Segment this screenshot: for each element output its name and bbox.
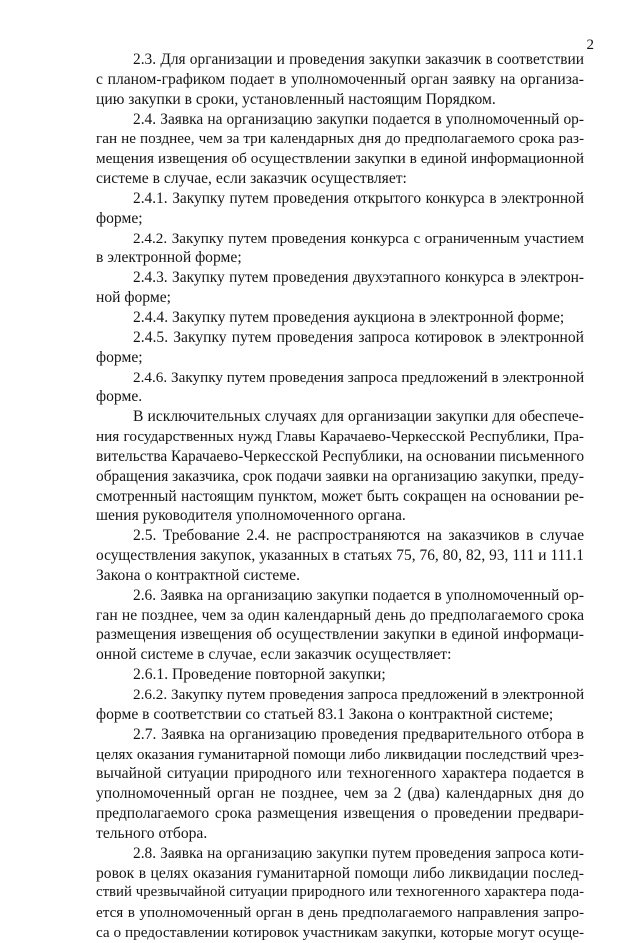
document-body: [96, 50, 584, 943]
text-line: 2.8. Заявка на организацию закупки путем проведения запроса коти-: [133, 844, 584, 862]
text-line: форме;: [96, 209, 143, 227]
text-line: 2.6. Заявка на организацию закупки подается в уполномоченный ор-: [133, 586, 584, 604]
text-line: 2.4.6. Закупку путем проведения запроса предложений в электронной: [133, 368, 585, 386]
text-line: 2.5. Требование 2.4. не распространяются на заказчиков в случае: [133, 527, 584, 545]
text-line: ной форме;: [96, 289, 171, 307]
text-line: 2.4.4. Закупку путем проведения аукциона в электронной форме;: [133, 308, 565, 326]
text-line: ния государственных нужд Главы Карачаево-Черкесской Республики, Пра-: [96, 428, 584, 446]
text-line: мещения извещения об осуществлении закупки в единой информационной: [96, 150, 584, 168]
text-line: ган не позднее, чем за три календарных дня до предполагаемого срока раз-: [96, 130, 584, 148]
text-line: обращения заказчика, срок подачи заявки на организацию закупки, преду-: [96, 467, 584, 485]
text-line: в электронной форме;: [96, 249, 242, 267]
text-line: цию закупки в сроки, установленный настоящим Порядком.: [96, 90, 496, 108]
text-line: 2.4.2. Закупку путем проведения конкурса с ограниченным участием: [133, 229, 584, 247]
text-line: шения руководителя уполномоченного органа.: [96, 507, 406, 525]
text-line: 2.4.1. Закупку путем проведения открытого конкурса в электронной: [133, 189, 584, 207]
text-line: 2.6.2. Закупку путем проведения запроса предложений в электронной: [133, 686, 585, 703]
text-line: В исключительных случаях для организации закупки для обеспече-: [133, 408, 584, 426]
text-line: системе в случае, если заказчик осуществляет:: [96, 170, 407, 188]
text-line: 2.7. Заявка на организацию проведения предварительного отбора в: [133, 725, 584, 743]
text-line: тельного отбора.: [96, 824, 208, 842]
text-line: форме;: [96, 348, 143, 366]
text-line: Закона о контрактной системе.: [96, 566, 301, 584]
text-line: ется в уполномоченный орган в день предполагаемого направления запро-: [96, 904, 584, 922]
page-number: 2: [586, 37, 594, 53]
text-line: вычайной ситуации природного или техногенного характера подается в: [96, 765, 584, 783]
text-line: целях оказания гуманитарной помощи либо ликвидации последствий чрез-: [96, 745, 584, 763]
text-line: предполагаемого срока размещения извещения о проведении предвари-: [96, 805, 584, 823]
text-line: смотренный настоящим пунктом, может быть сокращен на основании ре-: [96, 487, 584, 505]
text-line: с планом-графиком подает в уполномоченный орган заявку на организа-: [96, 70, 584, 88]
text-line: онной системе в случае, если заказчик осуществляет:: [96, 646, 452, 664]
text-line: ган не позднее, чем за один календарный день до предполагаемого срока: [96, 606, 584, 624]
text-line: форме.: [96, 388, 143, 406]
text-line: ствий чрезвычайной ситуации природного или техногенного характера пода-: [96, 884, 584, 901]
text-line: размещения извещения об осуществлении закупки в единой информаци-: [96, 626, 584, 644]
text-line: 2.4.3. Закупку путем проведения двухэтапного конкурса в электрон-: [133, 269, 584, 287]
text-line: 2.3. Для организации и проведения закупки заказчик в соответствии: [133, 51, 584, 68]
text-line: уполномоченный орган не позднее, чем за 2 (два) календарных дня до: [96, 785, 584, 803]
text-line: ровок в целях оказания гуманитарной помощи либо ликвидации послед-: [96, 864, 584, 882]
text-line: вительства Карачаево-Черкесской Республики, на основании письменного: [96, 447, 585, 465]
text-line: осуществления закупок, указанных в статьях 75, 76, 80, 82, 93, 111 и 111.1: [96, 547, 584, 565]
text-line: форме в соответствии со статьей 83.1 Закона о контрактной системе;: [96, 705, 554, 723]
text-line: 2.4.5. Закупку путем проведения запроса котировок в электронной: [133, 328, 584, 346]
text-line: са о предоставлении котировок участникам закупки, которые могут осуще-: [96, 924, 584, 942]
text-line: 2.4. Заявка на организацию закупки подается в уполномоченный ор-: [133, 110, 584, 128]
text-line: 2.6.1. Проведение повторной закупки;: [133, 666, 386, 684]
